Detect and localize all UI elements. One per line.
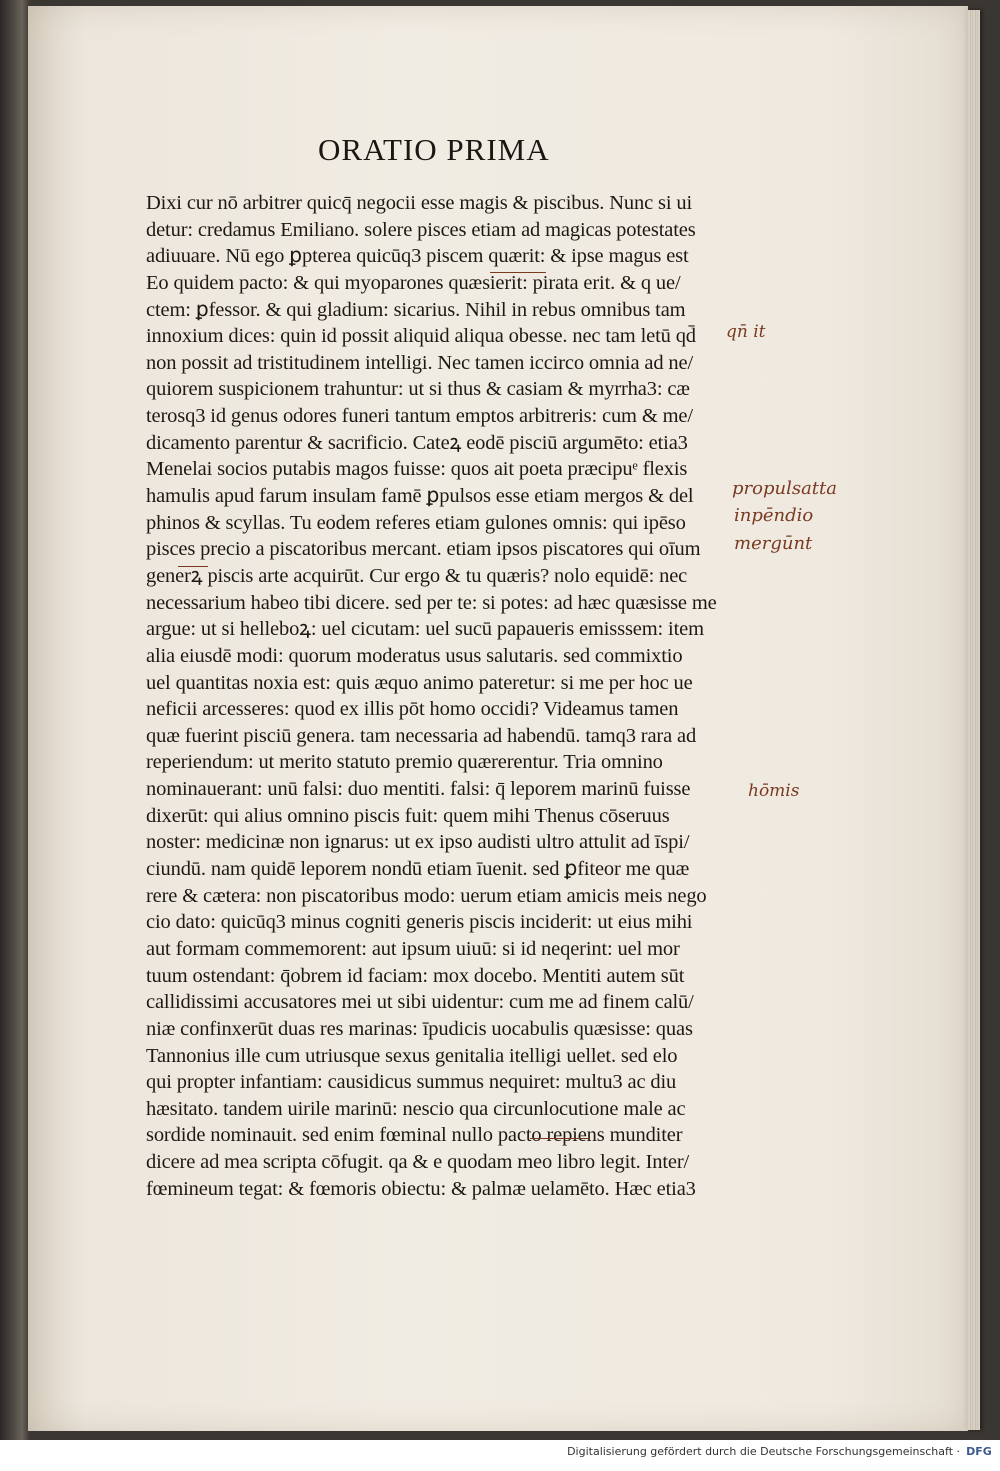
text-line: quiorem suspicionem trahuntur: ut si thus & casiam & myrrha3: cæ <box>146 378 690 401</box>
text-line: qui propter infantiam: causidicus summus nequiret: multu3 ac diu <box>146 1071 677 1094</box>
margin-note-5: hōmis <box>748 781 800 801</box>
text-line: non possit ad tristitudinem intelligi. Nec tamen iccirco omnia ad ne/ <box>146 351 694 374</box>
text-line: hæsitato. tandem uirile marinū: nescio qua circunlocutione male ac <box>146 1097 686 1120</box>
text-line: quæ fuerint pisciū genera. tam necessaria ad habendū. tamq3 rara ad <box>146 724 697 747</box>
margin-note-3: inpēndio <box>734 505 814 526</box>
text-line: generꝝ piscis arte acquirūt. Cur ergo & tu quæris? nolo equidē: nec <box>146 564 688 587</box>
text-line: hamulis apud farum insulam famē ꝑpulsos esse etiam mergos & del <box>146 485 694 508</box>
text-line: cio dato: quicūq3 minus cogniti generis piscis inciderit: ut eius mihi <box>146 911 693 934</box>
text-line: argue: ut si helleboꝝ: uel cicutam: uel sucū papaueris emisssem: item <box>146 618 704 641</box>
underline-mark <box>530 1138 590 1139</box>
margin-note-1: qn̄ it <box>726 322 766 342</box>
text-line: detur: credamus Emiliano. solere pisces etiam ad magicas potestates <box>146 218 696 241</box>
text-line: nominauerant: unū falsi: duo mentiti. falsi: q̄ leporem marinū fuisse <box>146 778 691 801</box>
text-line: Tannonius ille cum utriusque sexus genitalia itelligi uellet. sed elo <box>146 1044 678 1067</box>
text-line: rere & cætera: non piscatoribus modo: uerum etiam amicis meis nego <box>146 884 707 907</box>
text-line: innoxium dices: quin id possit aliquid aliqua obesse. nec tam letū qd̄ <box>146 325 696 348</box>
text-line: neficii arcesseres: quod ex illis pōt homo occidi? Videamus tamen <box>146 698 679 721</box>
margin-note-4: mergūnt <box>734 533 813 554</box>
text-line: reperiendum: ut merito statuto premio quærerentur. Tria omnino <box>146 751 663 774</box>
page-heading: ORATIO PRIMA <box>318 132 550 167</box>
page-edge <box>966 10 980 1430</box>
body-text <box>146 190 746 1202</box>
text-line: Dixi cur nō arbitrer quicq̄ negocii esse magis & piscibus. Nunc si ui <box>146 192 693 214</box>
text-line: dixerūt: qui alius omnino piscis fuit: quem mihi Thenus cōseruus <box>146 804 670 827</box>
text-line: terosq3 id genus odores funeri tantum emptos arbitreris: cum & me/ <box>146 405 693 428</box>
text-line: callidissimi accusatores mei ut sibi uidentur: cum me ad finem calū/ <box>146 991 694 1014</box>
underline-mark <box>490 272 546 273</box>
text-line: uel quantitas noxia est: quis æquo animo pateretur: si me per hoc ue <box>146 671 693 694</box>
text-line: Menelai socios putabis magos fuisse: quos ait poeta præcipuᵉ flexis <box>146 458 688 481</box>
margin-note-2: propulsatta <box>732 478 838 499</box>
text-line: noster: medicinæ non ignarus: ut ex ipso audisti ultro attulit ad īspi/ <box>146 831 690 854</box>
text-line: necessarium habeo tibi dicere. sed per te: si potes: ad hæc quæsisse me <box>146 591 717 614</box>
text-line: Eo quidem pacto: & qui myoparones quæsierit: pirata erit. & q ue/ <box>146 271 681 294</box>
text-line: alia eiusdē modi: quorum moderatus usus salutaris. sed commixtio <box>146 644 683 667</box>
underline-mark <box>178 566 208 567</box>
text-line: sordide nominauit. sed enim fœminal nullo pacto repiens munditer <box>146 1124 683 1147</box>
text-line: dicere ad mea scripta cōfugit. qa & e quodam meo libro legit. Inter/ <box>146 1151 690 1174</box>
text-line: fœmineum tegat: & fœmoris obiectu: & palmæ uelamēto. Hæc etia3 <box>146 1177 696 1200</box>
dfg-logo: DFG <box>966 1445 992 1458</box>
text-line: niæ confinxerūt duas res marinas: īpudicis uocabulis quæsisse: quas <box>146 1017 693 1040</box>
text-line: dicamento parentur & sacrificio. Cateꝝ eodē pisciū argumēto: etia3 <box>146 431 688 454</box>
footer-credit: Digitalisierung gefördert durch die Deutsche Forschungsgemeinschaft · <box>567 1445 960 1458</box>
text-line: adiuuare. Nū ego ꝑpterea quicūq3 piscem quærit: & ipse magus est <box>146 245 689 268</box>
text-line: aut formam commemorent: aut ipsum uiuū: si id neqerint: uel mor <box>146 937 680 960</box>
text-line: pisces precio a piscatoribus mercant. etiam ipsos piscatores qui oīum <box>146 538 701 561</box>
text-line: phinos & scyllas. Tu eodem referes etiam gulones omnis: qui ipēso <box>146 511 686 534</box>
text-line: ctem: ꝑfessor. & qui gladium: sicarius. Nihil in rebus omnibus tam <box>146 298 686 321</box>
text-line: ciundū. nam quidē leporem nondū etiam īuenit. sed ꝑfiteor me quæ <box>146 858 690 881</box>
text-line: tuum ostendant: q̄obrem id faciam: mox docebo. Mentiti autem sūt <box>146 964 685 987</box>
